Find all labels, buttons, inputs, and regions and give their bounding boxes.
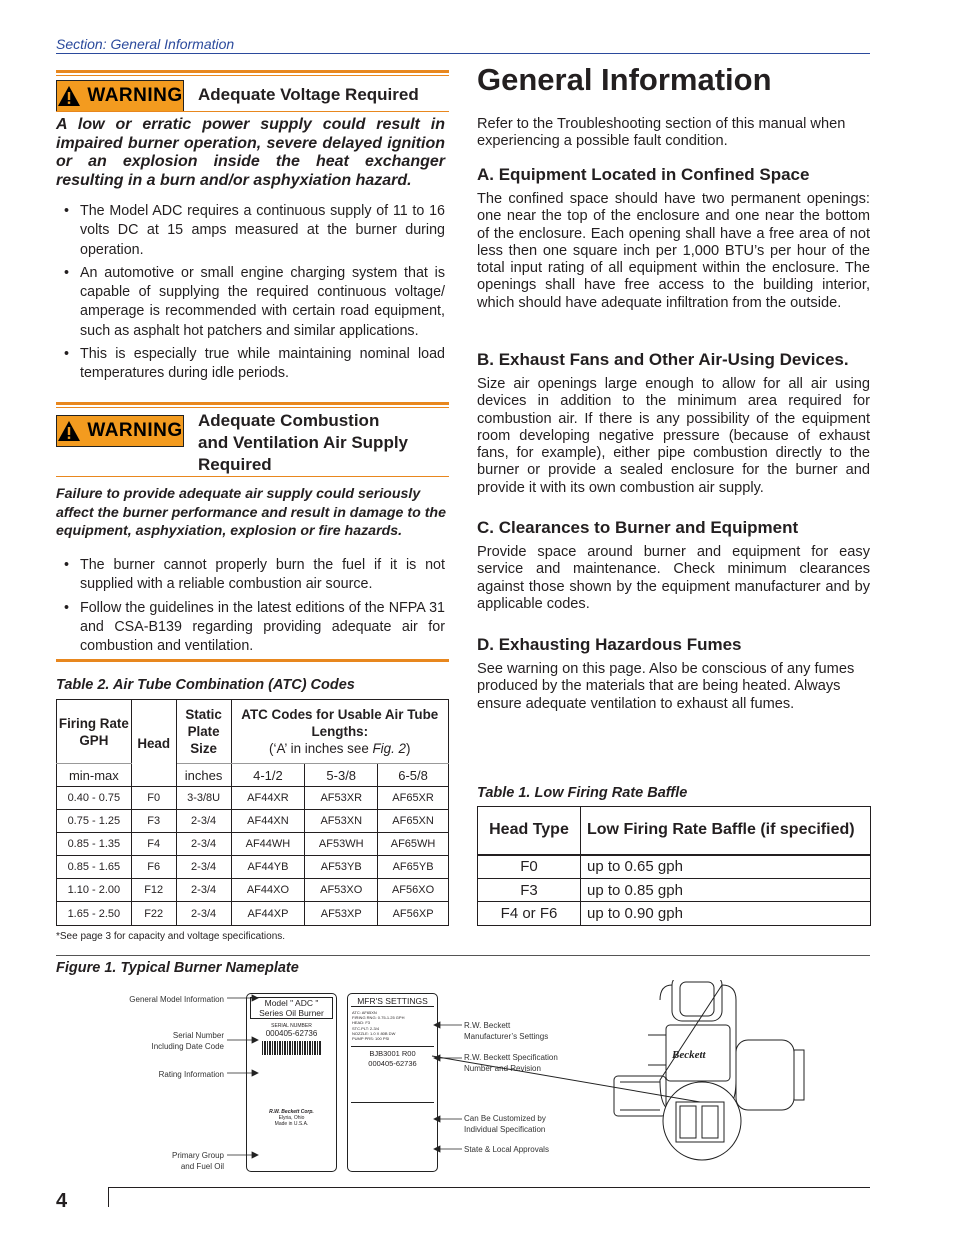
warning-text: Failure to provide adequate air supply could seriously affect the burner performance and result in damage to the equipment, asphyxiation, explosion or fire hazards. (56, 486, 446, 539)
header-atc-title: ATC Codes for Usable Air Tube Lengths: (241, 707, 439, 739)
table-row (57, 879, 449, 902)
figure-diagram (0, 980, 954, 1180)
header-firing-rate: Firing Rate GPH (57, 700, 132, 764)
table-cell: AF44XP (231, 902, 305, 926)
table-row (57, 810, 449, 833)
setting-line: STC.PLT: 2-3/4 (352, 1025, 380, 1031)
table-cell: F0 (478, 855, 581, 879)
list-item: • This is especially true while maintaining nominal load temperatures during idle periods. (56, 345, 445, 384)
unit-plate: inches (176, 764, 231, 787)
warning-bullets (56, 556, 445, 660)
nameplate-company-name: R.W. Beckett Corp. (269, 1109, 314, 1115)
table-cell: F0 (131, 787, 176, 810)
table-cell: up to 0.65 gph (581, 855, 871, 879)
nameplate-serial-label: SERIAL NUMBER (271, 1023, 312, 1029)
setting-line: NOZZLE: 1.0 X 80B DW (352, 1030, 396, 1036)
header-atc-note-fig: Fig. 2 (372, 741, 406, 756)
table-row (478, 855, 871, 879)
warning-triangle-icon (57, 85, 81, 107)
warning-bottom-bar (56, 476, 449, 477)
table-cell: F3 (131, 810, 176, 833)
section-d-title: D. Exhausting Hazardous Fumes (477, 635, 742, 654)
section-c-text: Provide space around burner and equipment for easy service and maintenance. Check minimum clearances against those shown by the equipment manufacturer and by applicable codes. (477, 544, 870, 612)
table-cell: 2-3/4 (176, 902, 231, 926)
table-cell: 3-3/8U (176, 787, 231, 810)
label-primary-line: and Fuel Oil (180, 1162, 224, 1171)
unit-length-2: 5-3/8 (305, 764, 378, 787)
table-cell: AF53YB (305, 856, 378, 879)
table-cell: 1.65 - 2.50 (57, 902, 132, 926)
nameplate-city: Elyria, Ohio (278, 1115, 305, 1121)
table-row (478, 902, 871, 926)
warning-top-bar (56, 70, 449, 73)
unit-length-1: 4-1/2 (231, 764, 305, 787)
table-cell: AF44XO (231, 879, 305, 902)
table-cell: F4 (131, 833, 176, 856)
table-caption: Table 2. Air Tube Combination (ATC) Codes (56, 677, 355, 693)
table-row (57, 833, 449, 856)
label-spec-line: R.W. Beckett Specification (464, 1053, 558, 1062)
table-cell: F3 (478, 879, 581, 902)
header-atc-codes (231, 700, 448, 764)
figure-rule (56, 955, 870, 956)
footer-divider (108, 1187, 109, 1207)
warning-title-line: Adequate Combustion (198, 411, 380, 430)
warning-title (198, 410, 408, 476)
setting-line: ATC: AF65XN (352, 1010, 377, 1015)
table-cell: up to 0.85 gph (581, 879, 871, 902)
footer-rule (108, 1187, 870, 1188)
table-cell: 0.40 - 0.75 (57, 787, 132, 810)
page-title: General Information (477, 62, 772, 97)
label-settings-line: Manufacturer’s Settings (464, 1032, 549, 1041)
table-caption: Table 1. Low Firing Rate Baffle (477, 785, 688, 801)
section-b-text: Size air openings large enough to allow for all air using devices in addition to the minimum area required for combustion air. If there is any possibility of the equipment room developing negative pressure (because of exhaust fans, for example), either pipe combustion directly to the burner or provide a sealed enclosure for the burner and provide it with its own combustion air supply. (477, 376, 870, 496)
brand-mark: Beckett (672, 1049, 706, 1061)
section-a-title: A. Equipment Located in Confined Space (477, 165, 810, 184)
intro-text: Refer to the Troubleshooting section of this manual when experiencing a possible fault condition. (477, 116, 846, 150)
nameplate-made: Made in U.S.A. (274, 1121, 309, 1127)
list-item: • The Model ADC requires a continuous supply of 11 to 16 volts DC at 15 amps measured at the burner during operation. (56, 202, 445, 260)
table-row (57, 902, 449, 926)
table-cell: 0.85 - 1.35 (57, 833, 132, 856)
table-cell: AF65XN (378, 810, 449, 833)
table-cell: AF53XO (305, 879, 378, 902)
label-settings-line: R.W. Beckett (464, 1021, 511, 1030)
warning-title: Adequate Voltage Required (198, 85, 419, 104)
label-custom-line: Can Be Customized by (464, 1114, 546, 1123)
table-note: *See page 3 for capacity and voltage specifications. (56, 931, 286, 942)
warning-bullets (56, 202, 445, 388)
table-cell: AF53XP (305, 902, 378, 926)
figure-caption: Figure 1. Typical Burner Nameplate (56, 960, 299, 976)
setting-line: PUMP PRS: 100 PSI (352, 1036, 390, 1042)
table-cell: 2-3/4 (176, 810, 231, 833)
table-cell: 1.10 - 2.00 (57, 879, 132, 902)
table-cell: F12 (131, 879, 176, 902)
label-spec-line: Number and Revision (464, 1064, 541, 1073)
table-cell: AF53XR (305, 787, 378, 810)
warning-triangle-icon (57, 420, 81, 442)
warning-end-bar (56, 659, 449, 662)
warning-bottom-bar (56, 111, 449, 112)
header-static-plate: Static Plate Size (176, 700, 231, 764)
header-head: Head (131, 700, 176, 787)
header-atc-note (232, 740, 448, 757)
warning-title-line: and Ventilation Air Supply (198, 433, 409, 452)
warning-badge (56, 415, 184, 447)
section-d-text: See warning on this page. Also be conscious of any fumes produced by the materials that are being heated. Always ensure adequate ventilation to exhaust all fumes. (477, 661, 855, 712)
list-item: • Follow the guidelines in the latest editions of the NFPA 31 and CSA-B139 regarding providing adequate air for combustion and ventilation. (56, 599, 445, 657)
warning-badge (56, 80, 184, 112)
nameplate-serial: 000405-62736 (265, 1029, 318, 1038)
page-number: 4 (56, 1190, 68, 1212)
setting-line: HEAD: F3 (352, 1020, 371, 1026)
table-cell: AF44XN (231, 810, 305, 833)
nameplate-spec-number: BJB3001 R00 (369, 1049, 416, 1059)
table-cell: 2-3/4 (176, 879, 231, 902)
table-cell: AF44XR (231, 787, 305, 810)
section-header: Section: General Information (56, 36, 235, 52)
table-cell: AF44YB (231, 856, 305, 879)
label-custom-line: Individual Specification (464, 1125, 546, 1134)
setting-line: FIRING RNG: 0.75-1.25 GPH (352, 1015, 405, 1021)
unit-firing-rate: min-max (57, 764, 132, 787)
table-cell: AF56XP (378, 902, 449, 926)
label-primary-line: Primary Group (171, 1151, 224, 1160)
section-c-title: C. Clearances to Burner and Equipment (477, 518, 799, 537)
warning-top-bar-thin (56, 407, 449, 408)
warning-top-bar (56, 402, 449, 405)
table-row (478, 879, 871, 902)
burner-illustration (432, 980, 804, 1160)
table-cell: 0.85 - 1.65 (57, 856, 132, 879)
table-cell: AF53XN (305, 810, 378, 833)
table-row (57, 856, 449, 879)
warning-badge-label: WARNING (87, 420, 183, 441)
table-cell: AF65YB (378, 856, 449, 879)
nameplate-model-line: Series Oil Burner (259, 1008, 324, 1018)
low-firing-baffle-table (477, 806, 871, 926)
nameplate-settings-title: MFR'S SETTINGS (351, 996, 434, 1007)
header-atc-note-pre: (‘A’ in inches see (269, 741, 373, 756)
table-cell: AF65XR (378, 787, 449, 810)
table-cell: F4 or F6 (478, 902, 581, 926)
unit-length-3: 6-5/8 (378, 764, 449, 787)
label-approvals: State & Local Approvals (464, 1145, 549, 1154)
header-rule (56, 53, 870, 54)
warning-badge-label: WARNING (87, 85, 183, 106)
header-atc-note-post: ) (406, 741, 411, 756)
table-cell: F6 (131, 856, 176, 879)
table-cell: up to 0.90 gph (581, 902, 871, 926)
table-cell: AF44WH (231, 833, 305, 856)
section-b-title: B. Exhaust Fans and Other Air-Using Devices. (477, 350, 849, 369)
section-a-text: The confined space should have two permanent openings: one near the top of the enclosure and one near the bottom of the enclosure. Each opening shall have a free area of not less then one square inch per 1,000 BTU’s per hour of the total input rating of all equipment within the enclosure. The openings shall have free access to the building interior, which should have adequate infiltration from the outside. (477, 191, 870, 311)
table-cell: AF56XO (378, 879, 449, 902)
table-row (57, 787, 449, 810)
label-rating: Rating Information (158, 1070, 224, 1079)
header-baffle: Low Firing Rate Baffle (if specified) (581, 807, 871, 855)
list-item: • An automotive or small engine charging system that is capable of supplying the required continuous voltage/ amperage is recommended with certain road equipment, such as asphalt hot patchers and similar applications. (56, 264, 445, 341)
table-cell: F22 (131, 902, 176, 926)
warning-top-bar-thin (56, 75, 449, 76)
table-cell: 2-3/4 (176, 856, 231, 879)
nameplate-model-line: Model " ADC " (264, 998, 319, 1008)
label-model-info: General Model Information (129, 995, 224, 1004)
label-serial-line: Including Date Code (151, 1042, 224, 1051)
table-cell: 2-3/4 (176, 833, 231, 856)
label-serial-line: Serial Number (172, 1031, 224, 1040)
warning-title-line: Required (198, 455, 272, 474)
atc-codes-table (56, 699, 449, 926)
warning-text: A low or erratic power supply could result in impaired burner operation, severe delayed ignition or an explosion inside the heat exchanger resulting in a burn and/or asphyxiation hazard. (56, 116, 445, 189)
nameplate-spec-serial: 000405-62736 (368, 1059, 417, 1069)
table-cell: 0.75 - 1.25 (57, 810, 132, 833)
table-cell: AF65WH (378, 833, 449, 856)
list-item: • The burner cannot properly burn the fuel if it is not supplied with a reliable combustion air source. (56, 556, 445, 595)
table-cell: AF53WH (305, 833, 378, 856)
header-head-type: Head Type (478, 807, 581, 855)
